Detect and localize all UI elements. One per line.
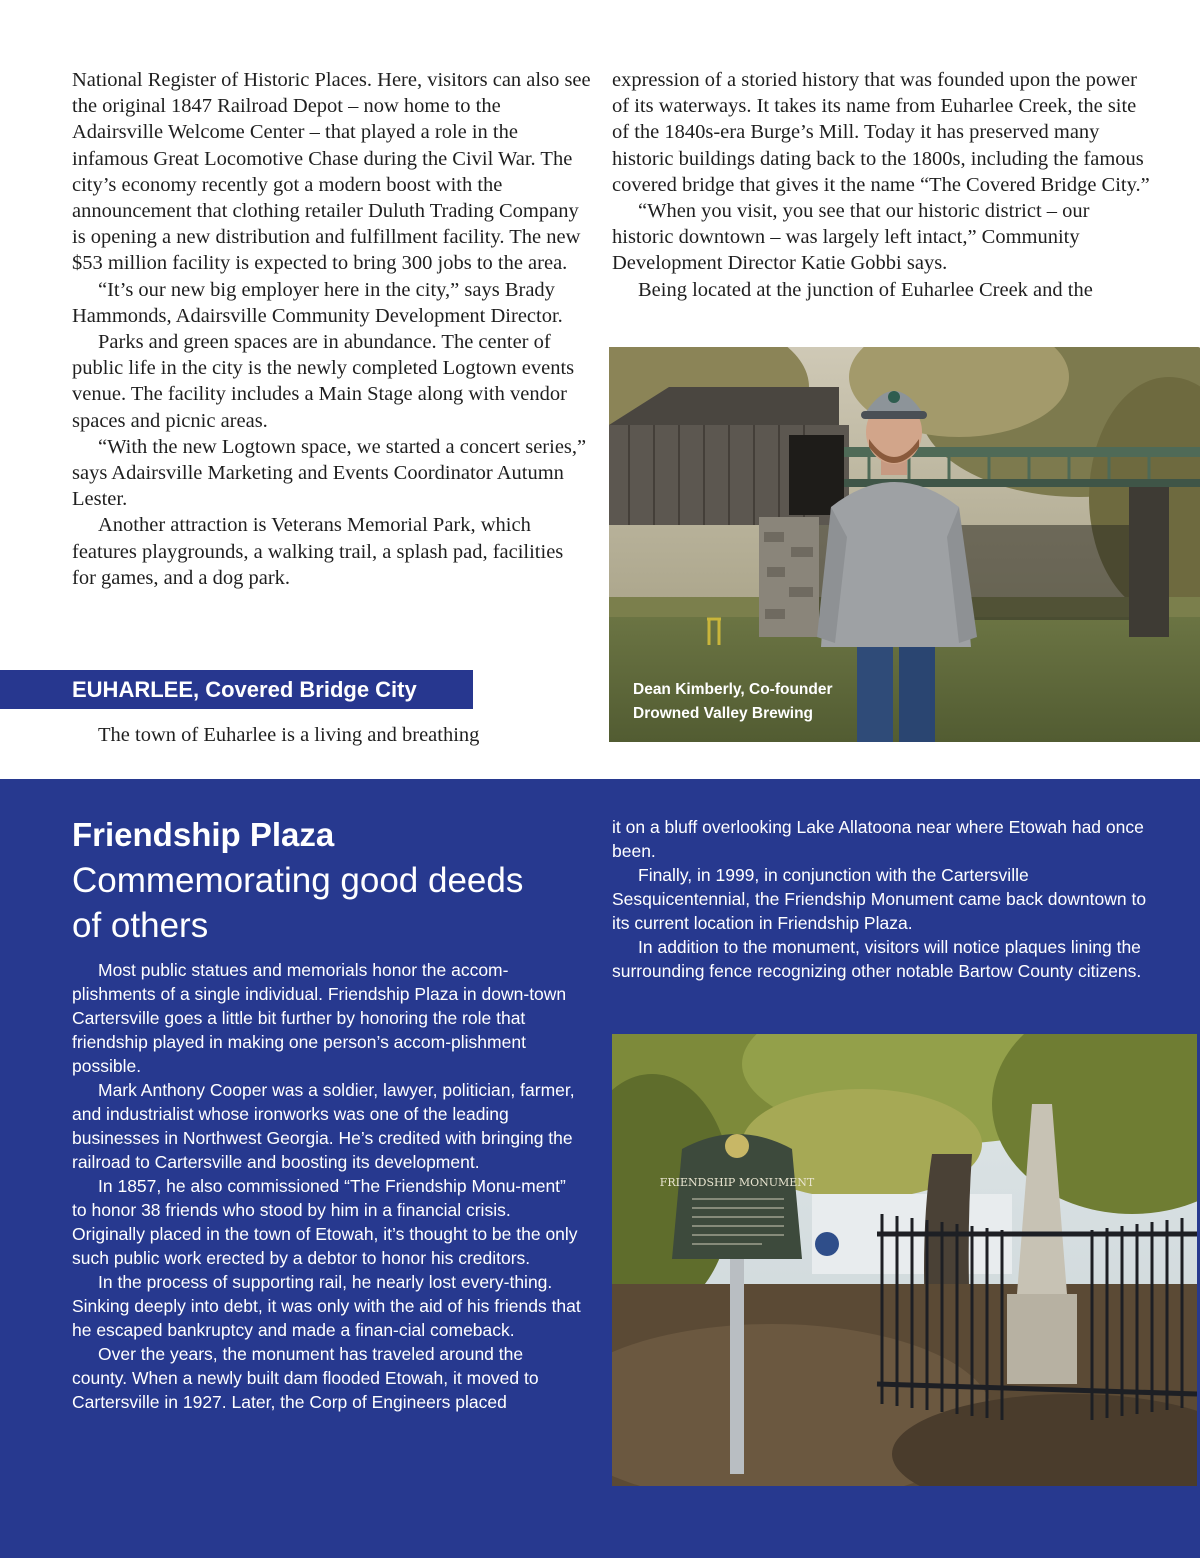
friendship-paragraph-3: In 1857, he also commissioned “The Friendship Monu-ment” to honor 38 friends who stood by him in a financial crisis. Originally placed in the town of Etowah, it’s thought to be the only such public work erected by a debtor to honor his creditors. bbox=[72, 1176, 578, 1268]
adairsville-paragraph-1: National Register of Historic Places. Here, visitors can also see the original 1847 Railroad Depot – now home to the Adairsville Welcome Center – that played a role in the infamous Great Locomotive Chase during the Civil War. The city’s economy recently got a modern boost with the announcement that clothing retailer Duluth Trading Company is opening a new distribution and fulfillment facility. The new $53 million facility is expected to bring 300 jobs to the area. bbox=[72, 69, 591, 275]
friendship-monument-illustration bbox=[612, 1034, 1197, 1486]
friendship-paragraph-8: In addition to the monument, visitors will notice plaques lining the surrounding fence recognizing other notable Bartow County citizens. bbox=[612, 937, 1142, 981]
friendship-plaza-title: Friendship Plaza bbox=[72, 816, 335, 853]
euharlee-paragraph-3: Being located at the junction of Euharlee Creek and the bbox=[638, 278, 1093, 301]
euharlee-paragraph-1: expression of a storied history that was founded upon the power of its waterways. It takes its name from Euharlee Creek, the site of the 1840s-era Burge’s Mill. Today it has preserved many historic buildings dating back to the 1800s, including the famous covered bridge that gives it the name “The Covered Bridge City.” bbox=[612, 69, 1150, 196]
euharlee-intro-paragraph: The town of Euharlee is a living and breathing bbox=[98, 724, 480, 746]
adairsville-paragraph-3: Parks and green spaces are in abundance. The center of public life in the city is the newly completed Logtown events venue. The facility includes a Main Stage along with vendor spaces and picnic areas. bbox=[72, 331, 575, 432]
top-right-column bbox=[612, 67, 1152, 303]
friendship-plaza-subtitle: Commemorating good deeds of others bbox=[72, 861, 524, 945]
euharlee-intro-text bbox=[72, 722, 592, 748]
friendship-paragraph-6: it on a bluff overlooking Lake Allatoona near where Etowah had once been. bbox=[612, 817, 1144, 861]
friendship-paragraph-4: In the process of supporting rail, he nearly lost every-thing. Sinking deeply into debt, it was only with the aid of his friends that he escaped bankruptcy and made a finan-cial comeback. bbox=[72, 1272, 581, 1340]
friendship-paragraph-5: Over the years, the monument has traveled around the county. When a newly built dam flooded Etowah, it moved to Cartersville in 1927. Later, the Corp of Engineers placed bbox=[72, 1344, 539, 1412]
friendship-left-column bbox=[72, 958, 582, 1414]
adairsville-paragraph-2: “It’s our new big employer here in the city,” says Brady Hammonds, Adairsville Community Development Director. bbox=[72, 278, 563, 327]
bridge-photo-caption bbox=[633, 678, 833, 726]
friendship-paragraph-1: Most public statues and memorials honor the accom-plishments of a single individual. Friendship Plaza in down-town Cartersville goes a little bit further by honoring the role that friendship played in making one person’s accom-plishment possible. bbox=[72, 960, 567, 1076]
covered-bridge-photo bbox=[609, 347, 1200, 742]
friendship-monument-photo bbox=[612, 1034, 1197, 1486]
friendship-paragraph-2: Mark Anthony Cooper was a soldier, lawyer, politician, farmer, and industrialist whose ironworks was one of the leading businesses in Northwest Georgia. He’s credited with bringing the railroad to Cartersville and boosting its development. bbox=[72, 1080, 575, 1172]
adairsville-paragraph-4: “With the new Logtown space, we started a concert series,” says Adairsville Marketing and Events Coordinator Autumn Lester. bbox=[72, 435, 587, 511]
euharlee-section-heading: EUHARLEE, Covered Bridge City bbox=[0, 670, 473, 709]
caption-name-line: Dean Kimberly, Co-founder bbox=[633, 681, 833, 698]
adairsville-paragraph-5: Another attraction is Veterans Memorial Park, which features playgrounds, a walking trail, a splash pad, facilities for games, and a dog park. bbox=[72, 514, 564, 589]
top-left-column bbox=[72, 67, 592, 591]
friendship-right-column bbox=[612, 815, 1152, 983]
euharlee-paragraph-2: “When you visit, you see that our historic district – our historic downtown – was largely left intact,” Community Development Director Katie Gobbi says. bbox=[612, 200, 1090, 275]
marker-sign-title: FRIENDSHIP MONUMENT bbox=[659, 1176, 815, 1189]
caption-business-line: Drowned Valley Brewing bbox=[633, 705, 814, 722]
friendship-paragraph-7: Finally, in 1999, in conjunction with the Cartersville Sesquicentennial, the Friendship Monument came back downtown to its current location in Friendship Plaza. bbox=[612, 865, 1147, 933]
